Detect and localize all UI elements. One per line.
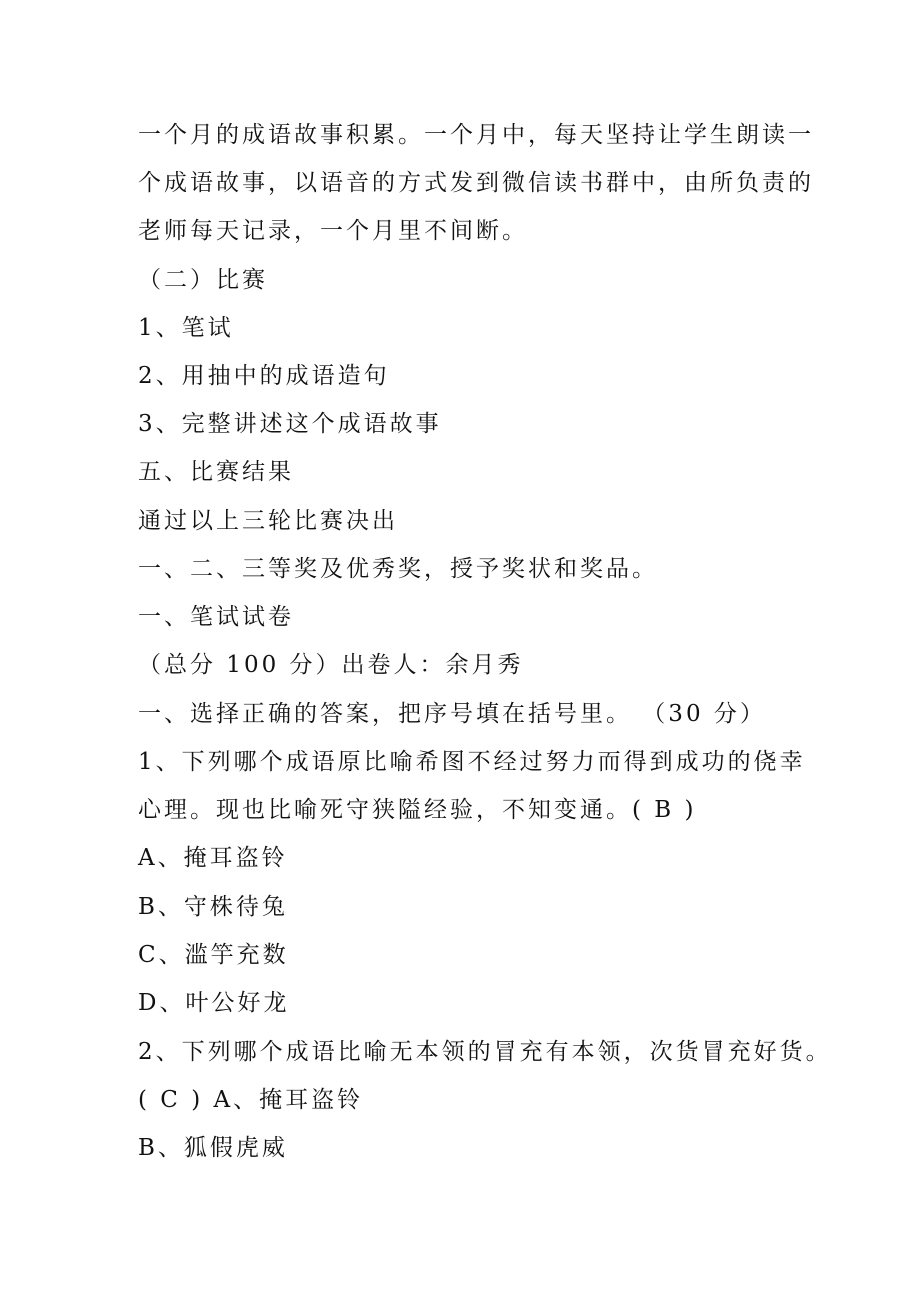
section-heading: 五、比赛结果: [138, 459, 294, 485]
answer-option: C、滥竽充数: [138, 942, 289, 968]
paragraph-line: 通过以上三轮比赛决出: [138, 508, 398, 534]
section-heading: 一、笔试试卷: [138, 604, 294, 630]
section-heading: （二）比赛: [138, 267, 268, 293]
answer-option: B、守株待兔: [138, 894, 288, 920]
paragraph-line: 个成语故事，以语音的方式发到微信读书群中，由所负责的: [138, 170, 814, 196]
answer-option: A、掩耳盗铃: [138, 845, 288, 871]
question-text: 1、下列哪个成语原比喻希图不经过努力而得到成功的侥幸: [138, 749, 806, 775]
answer-option: D、叶公好龙: [138, 990, 290, 1016]
question-text: 2、下列哪个成语比喻无本领的冒充有本领，次货冒充好货。: [138, 1039, 832, 1065]
exam-info-line: （总分 100 分）出卷人：余月秀: [138, 652, 524, 678]
list-item: 1、笔试: [138, 315, 234, 341]
question-section-heading: 一、选择正确的答案，把序号填在括号里。 （30 分）: [138, 701, 766, 727]
paragraph-line: 一个月的成语故事积累。一个月中，每天坚持让学生朗读一: [138, 122, 814, 148]
paragraph-line: 一、二、三等奖及优秀奖，授予奖状和奖品。: [138, 556, 658, 582]
paragraph-line: 老师每天记录，一个月里不间断。: [138, 218, 528, 244]
answer-option: ( C ) A、掩耳盗铃: [138, 1087, 364, 1113]
question-text: 心理。现也比喻死守狭隘经验，不知变通。( B ): [138, 797, 697, 823]
list-item: 3、完整讲述这个成语故事: [138, 411, 442, 437]
list-item: 2、用抽中的成语造句: [138, 363, 390, 389]
answer-option: B、狐假虎威: [138, 1135, 288, 1161]
